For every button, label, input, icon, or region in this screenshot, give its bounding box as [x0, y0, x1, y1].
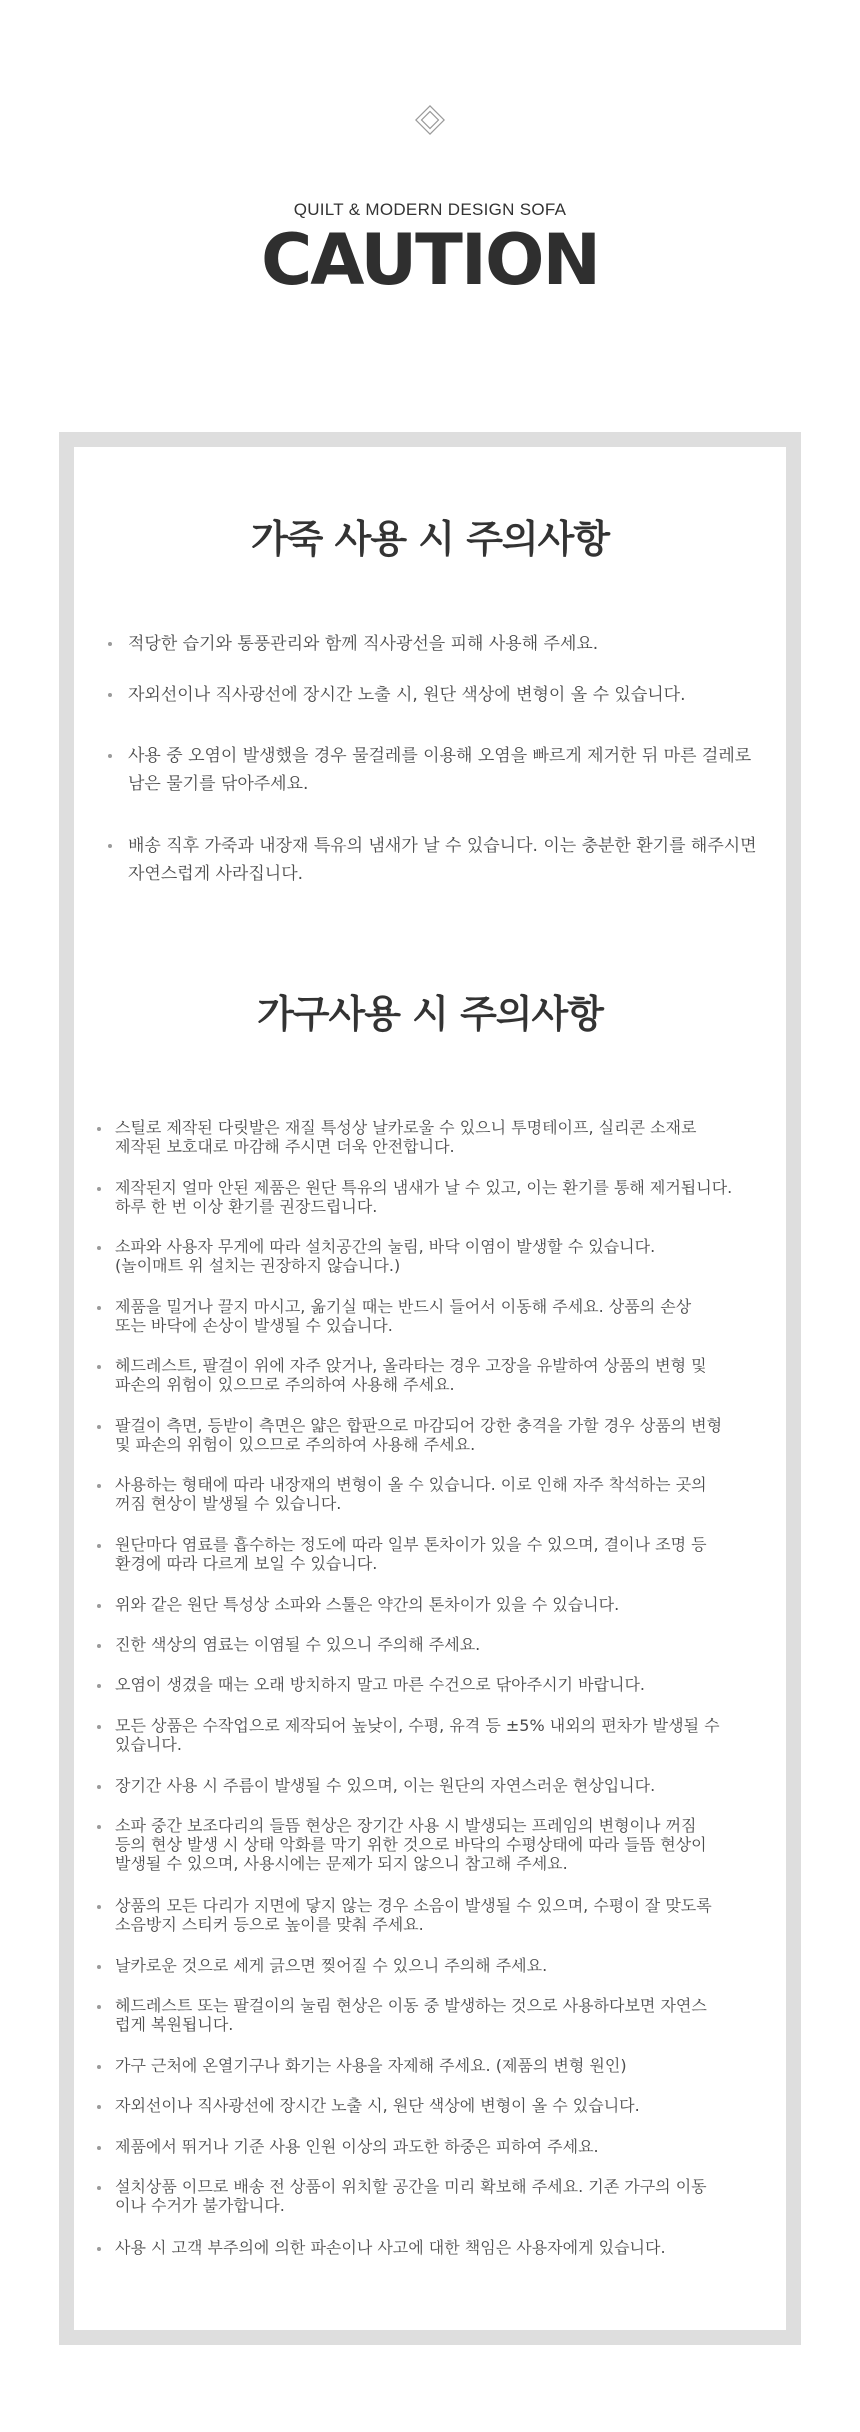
list-item-text: 날카로운 것으로 세게 긁으면 찢어질 수 있으니 주의해 주세요. [115, 1956, 548, 1975]
list-item-text: 사용하는 형태에 따라 내장재의 변형이 올 수 있습니다. 이로 인해 자주 착석하는 곳의 꺼짐 현상이 발생될 수 있습니다. [115, 1475, 707, 1513]
bullet-dot [97, 1365, 101, 1369]
list-item-text: 설치상품 이므로 배송 전 상품이 위치할 공간을 미리 확보해 주세요. 기존 가구의 이동 이나 수거가 불가합니다. [115, 2177, 707, 2215]
section1-title-text: 가죽 사용 시 주의사항 [250, 517, 610, 561]
header-subtitle: QUILT & MODERN DESIGN SOFA [293, 200, 567, 219]
list-item-text: 사용 중 오염이 발생했을 경우 물걸레를 이용해 오염을 빠르게 제거한 뒤 마른 걸레로 남은 물기를 닦아주세요. [128, 746, 752, 794]
list-item-text: 진한 색상의 염료는 이염될 수 있으니 주의해 주세요. [115, 1635, 481, 1654]
bullet-dot [108, 844, 112, 848]
title-highlight [227, 983, 633, 1038]
bullet-dot [97, 2146, 101, 2150]
bullet-dot [97, 1965, 101, 1969]
bullet-dot [108, 693, 112, 697]
list-item-text: 위와 같은 원단 특성상 소파와 스툴은 약간의 톤차이가 있을 수 있습니다. [115, 1595, 620, 1614]
bullet-dot [97, 2065, 101, 2069]
bullet-dot [97, 1684, 101, 1688]
bullet-dot [97, 2005, 101, 2009]
section2-title [0, 983, 860, 1038]
list-item-text: 팔걸이 측면, 등받이 측면은 얇은 합판으로 마감되어 강한 충격을 가할 경우 상품의 변형 및 파손의 위험이 있으므로 주의하여 사용해 주세요. [115, 1416, 723, 1454]
list-item-text: 가구 근처에 온열기구나 화기는 사용을 자제해 주세요. (제품의 변형 원인) [115, 2056, 627, 2075]
list-item-text: 스틸로 제작된 다릿발은 재질 특성상 날카로울 수 있으니 투명테이프, 실리콘 소재로 제작된 보호대로 마감해 주시면 더욱 안전합니다. [115, 1118, 697, 1156]
list-item-text: 적당한 습기와 통풍관리와 함께 직사광선을 피해 사용해 주세요. [128, 634, 599, 654]
list-item-text: 자외선이나 직사광선에 장시간 노출 시, 원단 색상에 변형이 올 수 있습니다. [128, 685, 686, 705]
header [0, 0, 860, 430]
bullet-dot [108, 642, 112, 646]
bullet-dot [97, 1785, 101, 1789]
section1-title [0, 508, 860, 563]
bullet-dot [108, 754, 112, 758]
list-item-text: 소파와 사용자 무게에 따라 설치공간의 눌림, 바닥 이염이 발생할 수 있습니다. (놀이매트 위 설치는 권장하지 않습니다.) [115, 1237, 656, 1275]
list-item-text: 제품에서 뛰거나 기준 사용 인원 이상의 과도한 하중은 피하여 주세요. [115, 2137, 599, 2156]
list-item-text: 제작된지 얼마 안된 제품은 원단 특유의 냄새가 날 수 있고, 이는 환기를 통해 제거됩니다. 하루 한 번 이상 환기를 권장드립니다. [115, 1178, 733, 1216]
list-item-text: 헤드레스트 또는 팔걸이의 눌림 현상은 이동 중 발생하는 것으로 사용하다보면 자연스 럽게 복원됩니다. [115, 1996, 707, 2034]
list-item-text: 원단마다 염료를 흡수하는 정도에 따라 일부 톤차이가 있을 수 있으며, 결이나 조명 등 환경에 따라 다르게 보일 수 있습니다. [115, 1535, 707, 1573]
bullet-dot [97, 2105, 101, 2109]
list-item-text: 소파 중간 보조다리의 들뜸 현상은 장기간 사용 시 발생되는 프레임의 변형이나 꺼짐 등의 현상 발생 시 상태 악화를 막기 위한 것으로 바닥의 수평상태에 따라 들뜸 현상이 발생될 수 있으며, 사용시에는 문제가 되지 않으니 참고해 주세요. [115, 1816, 707, 1873]
bullet-dot [97, 1644, 101, 1648]
page-title: CAUTION [260, 219, 600, 301]
bullet-dot [97, 1544, 101, 1548]
bullet-dot [97, 1306, 101, 1310]
list-item-text: 모든 상품은 수작업으로 제작되어 높낮이, 수평, 유격 등 ±5% 내외의 편차가 발생될 수 있습니다. [115, 1716, 720, 1754]
bullet-dot [97, 2186, 101, 2190]
list-item-text: 배송 직후 가죽과 내장재 특유의 냄새가 날 수 있습니다. 이는 충분한 환기를 해주시면 자연스럽게 사라집니다. [128, 836, 757, 884]
list-item-text: 장기간 사용 시 주름이 발생될 수 있으며, 이는 원단의 자연스러운 현상입니다. [115, 1776, 656, 1795]
section2-title-text: 가구사용 시 주의사항 [257, 992, 603, 1036]
bullet-dot [97, 1725, 101, 1729]
bullet-dot [97, 1127, 101, 1131]
bullet-dot [97, 1905, 101, 1909]
list-item-text: 오염이 생겼을 때는 오래 방치하지 말고 마른 수건으로 닦아주시기 바랍니다. [115, 1675, 645, 1694]
bullet-dot [97, 1484, 101, 1488]
title-highlight [221, 508, 639, 563]
list-item-text: 상품의 모든 다리가 지면에 닿지 않는 경우 소음이 발생될 수 있으며, 수평이 잘 맞도록 소음방지 스티커 등으로 높이를 맞춰 주세요. [115, 1896, 712, 1934]
bullet-dot [97, 1425, 101, 1429]
bullet-dot [97, 1187, 101, 1191]
list-item-text: 사용 시 고객 부주의에 의한 파손이나 사고에 대한 책임은 사용자에게 있습니다. [115, 2238, 666, 2257]
list-item-text: 제품을 밀거나 끌지 마시고, 옮기실 때는 반드시 들어서 이동해 주세요. 상품의 손상 또는 바닥에 손상이 발생될 수 있습니다. [115, 1297, 692, 1335]
bullet-dot [97, 1825, 101, 1829]
bullet-dot [97, 1246, 101, 1250]
list-item-text: 자외선이나 직사광선에 장시간 노출 시, 원단 색상에 변형이 올 수 있습니다. [115, 2096, 640, 2115]
bullet-dot [97, 1604, 101, 1608]
bullet-dot [97, 2247, 101, 2251]
list-item-text: 헤드레스트, 팔걸이 위에 자주 앉거나, 올라타는 경우 고장을 유발하여 상품의 변형 및 파손의 위험이 있으므로 주의하여 사용해 주세요. [115, 1356, 707, 1394]
diamond-icon [412, 102, 448, 138]
